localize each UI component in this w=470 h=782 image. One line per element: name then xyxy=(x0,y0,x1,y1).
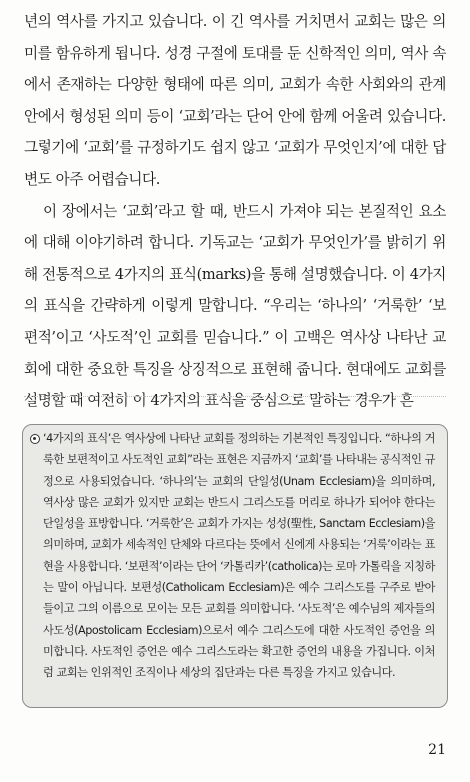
main-text xyxy=(24,6,446,417)
page-number: 21 xyxy=(428,742,446,758)
paragraph-1: 년의 역사를 가지고 있습니다. 이 긴 역사를 거치면서 교회는 많은 의미를 함유하게 됩니다. 성경 구절에 토대를 둔 신학적인 의미, 역사 속에서 존재하는 다양한 형태에 따른 의미, 교회가 속한 사회와의 관계 안에서 형성된 의미 등이 ‘교회’라는 단어 안에 함께 어울려 있습니다. 그렇기에 ‘교회’를 규정하기도 쉽지 않고 ‘교회가 무엇인지’에 대한 답변도 아주 어렵습니다. xyxy=(24,13,446,188)
note-box xyxy=(22,424,448,708)
section-divider xyxy=(24,396,446,397)
bullet-icon xyxy=(30,434,40,444)
paragraph-2: 이 장에서는 ‘교회’라고 할 때, 반드시 가져야 되는 본질적인 요소에 대해 이야기하려 합니다. 기독교는 ‘교회가 무엇인가’를 밝히기 위해 전통적으로 4가지의 표식(marks)을 통해 설명했습니다. 이 4가지의 표식을 간략하게 이렇게 말합니다. “우리는 ‘하나의’ ‘거룩한’ ‘보편적’이고 ‘사도적’인 교회를 믿습니다.” 이 고백은 역사상 나타난 교회에 대한 중요한 특징을 상징적으로 표현해 줍니다. 현대에도 교회를 설명할 때 여전히 이 4가지의 표식을 중심으로 말하는 경우가 흔 xyxy=(24,202,446,410)
note-text: ‘4가지의 표식’은 역사상에 나타난 교회를 정의하는 기본적인 특징입니다. “하나의 거룩한 보편적이고 사도적인 교회”라는 표현은 지금까지 ‘교회’를 나타내는 공식적인 규정으로 사용되었습니다. ‘하나의’는 교회의 단일성(Unam Ecclesiam)을 의미하며, 역사상 많은 교회가 있지만 교회는 반드시 그리스도를 머리로 하나가 되어야 한다는 단일성을 표방합니다. ‘거룩한’은 교회가 가지는 성성(聖性, Sanctam Ecclesiam)을 의미하며, 교회가 세속적인 단체와 다르다는 뜻에서 신에게 사용되는 ‘거룩’이라는 표현을 사용합니다. ‘보편적’이라는 단어 ‘카톨리카’(catholica)는 로마 가톨릭을 지칭하는 말이 아닙니다. 보편성(Catholicam Ecclesiam)은 예수 그리스도를 구주로 받아들이고 그의 이름으로 모이는 모든 교회를 의미합니다. ‘사도적’은 예수님의 제자들의 사도성(Apostolicam Ecclesiam)으로서 예수 그리스도에 대한 사도적인 증언을 의미합니다. 사도적인 증언은 예수 그리스도라는 확고한 증언의 내용을 가집니다. 이처럼 교회는 인위적인 조직이나 세상의 집단과는 다른 특징을 가지고 있습니다. xyxy=(43,432,435,680)
